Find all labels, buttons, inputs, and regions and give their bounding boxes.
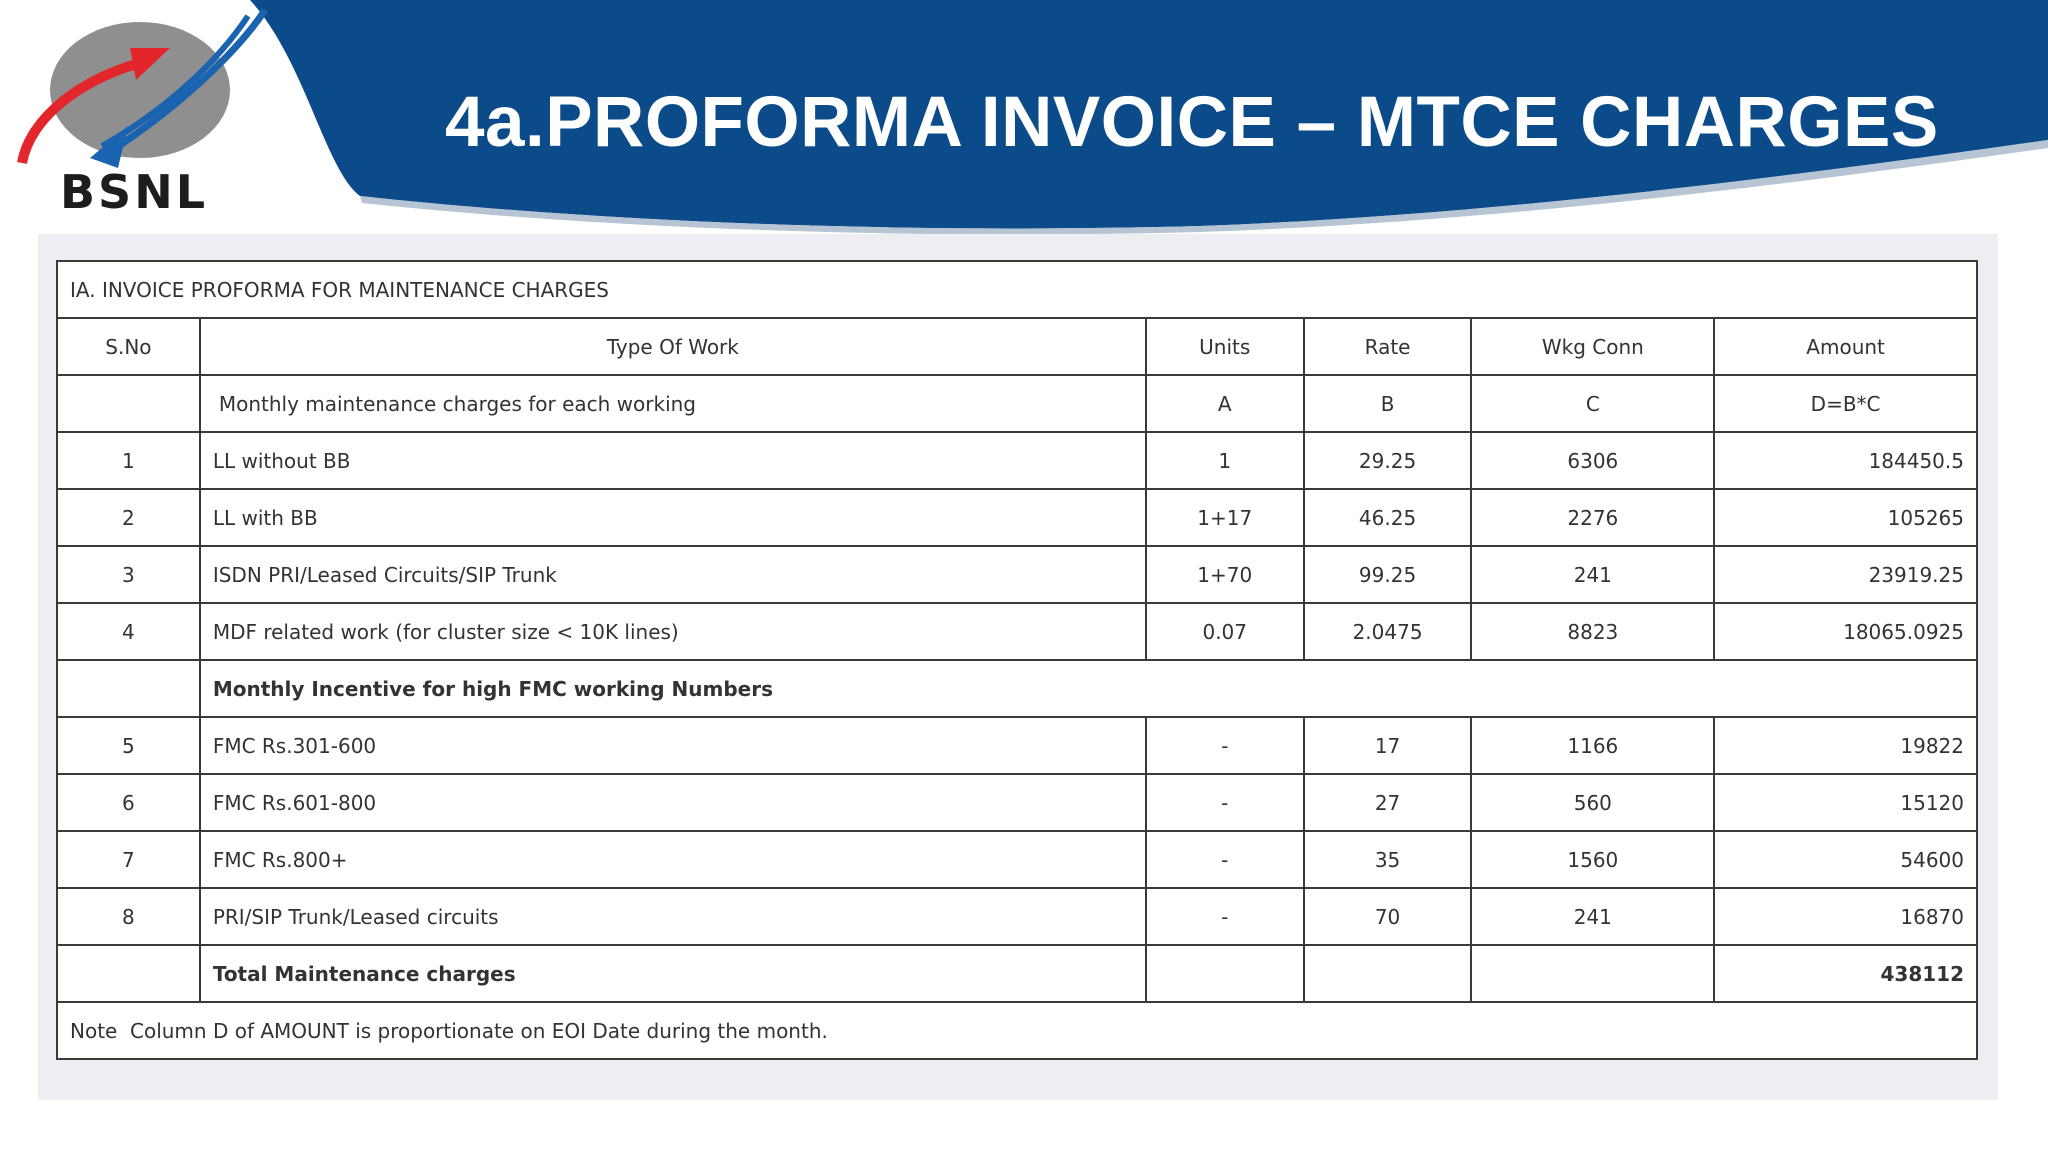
amount-cell: 184450.5 (1714, 432, 1977, 489)
wkg-cell: 241 (1471, 888, 1714, 945)
column-header: Rate (1304, 318, 1472, 375)
total-label: Total Maintenance charges (200, 945, 1146, 1002)
column-header: S.No (57, 318, 200, 375)
work-cell: FMC Rs.800+ (200, 831, 1146, 888)
sno-cell: 2 (57, 489, 200, 546)
units-cell: A (1146, 375, 1304, 432)
sno-cell (57, 660, 200, 717)
sno-cell: 6 (57, 774, 200, 831)
units-cell: - (1146, 888, 1304, 945)
wkg-cell: 241 (1471, 546, 1714, 603)
wkg-cell: 1166 (1471, 717, 1714, 774)
work-cell: PRI/SIP Trunk/Leased circuits (200, 888, 1146, 945)
logo-text: BSNL (60, 165, 209, 219)
incentive-heading-row (57, 660, 1977, 717)
table-row (57, 603, 1977, 660)
amount-cell: 18065.0925 (1714, 603, 1977, 660)
work-cell: FMC Rs.601-800 (200, 774, 1146, 831)
sno-cell: 3 (57, 546, 200, 603)
table-row (57, 831, 1977, 888)
note-row (57, 1002, 1977, 1059)
rate-cell (1304, 945, 1472, 1002)
table-row (57, 546, 1977, 603)
rate-cell: 29.25 (1304, 432, 1472, 489)
units-cell (1146, 945, 1304, 1002)
wkg-cell: 6306 (1471, 432, 1714, 489)
total-row (57, 945, 1977, 1002)
sno-cell: 1 (57, 432, 200, 489)
amount-cell: 105265 (1714, 489, 1977, 546)
amount-cell: 16870 (1714, 888, 1977, 945)
units-cell: - (1146, 717, 1304, 774)
wkg-cell (1471, 945, 1714, 1002)
sno-cell: 4 (57, 603, 200, 660)
rate-cell: 46.25 (1304, 489, 1472, 546)
rate-cell: B (1304, 375, 1472, 432)
wkg-cell: C (1471, 375, 1714, 432)
bsnl-logo (10, 8, 270, 238)
sno-cell: 5 (57, 717, 200, 774)
total-amount: 438112 (1714, 945, 1977, 1002)
invoice-table (56, 260, 1978, 1060)
work-cell: LL with BB (200, 489, 1146, 546)
globe-icon (22, 10, 265, 168)
column-header: Units (1146, 318, 1304, 375)
work-cell: ISDN PRI/Leased Circuits/SIP Trunk (200, 546, 1146, 603)
note-text: Column D of AMOUNT is proportionate on EOI Date during the month. (130, 1018, 828, 1043)
rate-cell: 17 (1304, 717, 1472, 774)
work-cell: FMC Rs.301-600 (200, 717, 1146, 774)
units-cell: - (1146, 831, 1304, 888)
table-row (57, 888, 1977, 945)
rate-cell: 70 (1304, 888, 1472, 945)
rate-cell: 2.0475 (1304, 603, 1472, 660)
table-caption-row (57, 261, 1977, 318)
table-header-row (57, 318, 1977, 375)
wkg-cell: 8823 (1471, 603, 1714, 660)
table-row (57, 432, 1977, 489)
units-cell: 0.07 (1146, 603, 1304, 660)
formula-row (57, 375, 1977, 432)
slide-title: 4a.PROFORMA INVOICE – MTCE CHARGES (445, 83, 1939, 162)
column-header: Type Of Work (200, 318, 1146, 375)
work-cell: MDF related work (for cluster size < 10K lines) (200, 603, 1146, 660)
units-cell: 1 (1146, 432, 1304, 489)
incentive-heading: Monthly Incentive for high FMC working Numbers (200, 660, 1977, 717)
wkg-cell: 2276 (1471, 489, 1714, 546)
sno-cell (57, 945, 200, 1002)
table-caption: IA. INVOICE PROFORMA FOR MAINTENANCE CHARGES (57, 261, 1977, 318)
amount-cell: 54600 (1714, 831, 1977, 888)
amount-cell: 19822 (1714, 717, 1977, 774)
table-row (57, 717, 1977, 774)
wkg-cell: 1560 (1471, 831, 1714, 888)
table-row (57, 774, 1977, 831)
work-cell: Monthly maintenance charges for each working (200, 375, 1146, 432)
rate-cell: 27 (1304, 774, 1472, 831)
rate-cell: 35 (1304, 831, 1472, 888)
amount-cell: D=B*C (1714, 375, 1977, 432)
wkg-cell: 560 (1471, 774, 1714, 831)
sno-cell (57, 375, 200, 432)
work-cell: LL without BB (200, 432, 1146, 489)
units-cell: - (1146, 774, 1304, 831)
table-row (57, 489, 1977, 546)
note-cell (57, 1002, 1977, 1059)
sno-cell: 8 (57, 888, 200, 945)
amount-cell: 15120 (1714, 774, 1977, 831)
units-cell: 1+70 (1146, 546, 1304, 603)
column-header: Amount (1714, 318, 1977, 375)
units-cell: 1+17 (1146, 489, 1304, 546)
note-label: Note (70, 1018, 118, 1043)
rate-cell: 99.25 (1304, 546, 1472, 603)
sno-cell: 7 (57, 831, 200, 888)
amount-cell: 23919.25 (1714, 546, 1977, 603)
column-header: Wkg Conn (1471, 318, 1714, 375)
